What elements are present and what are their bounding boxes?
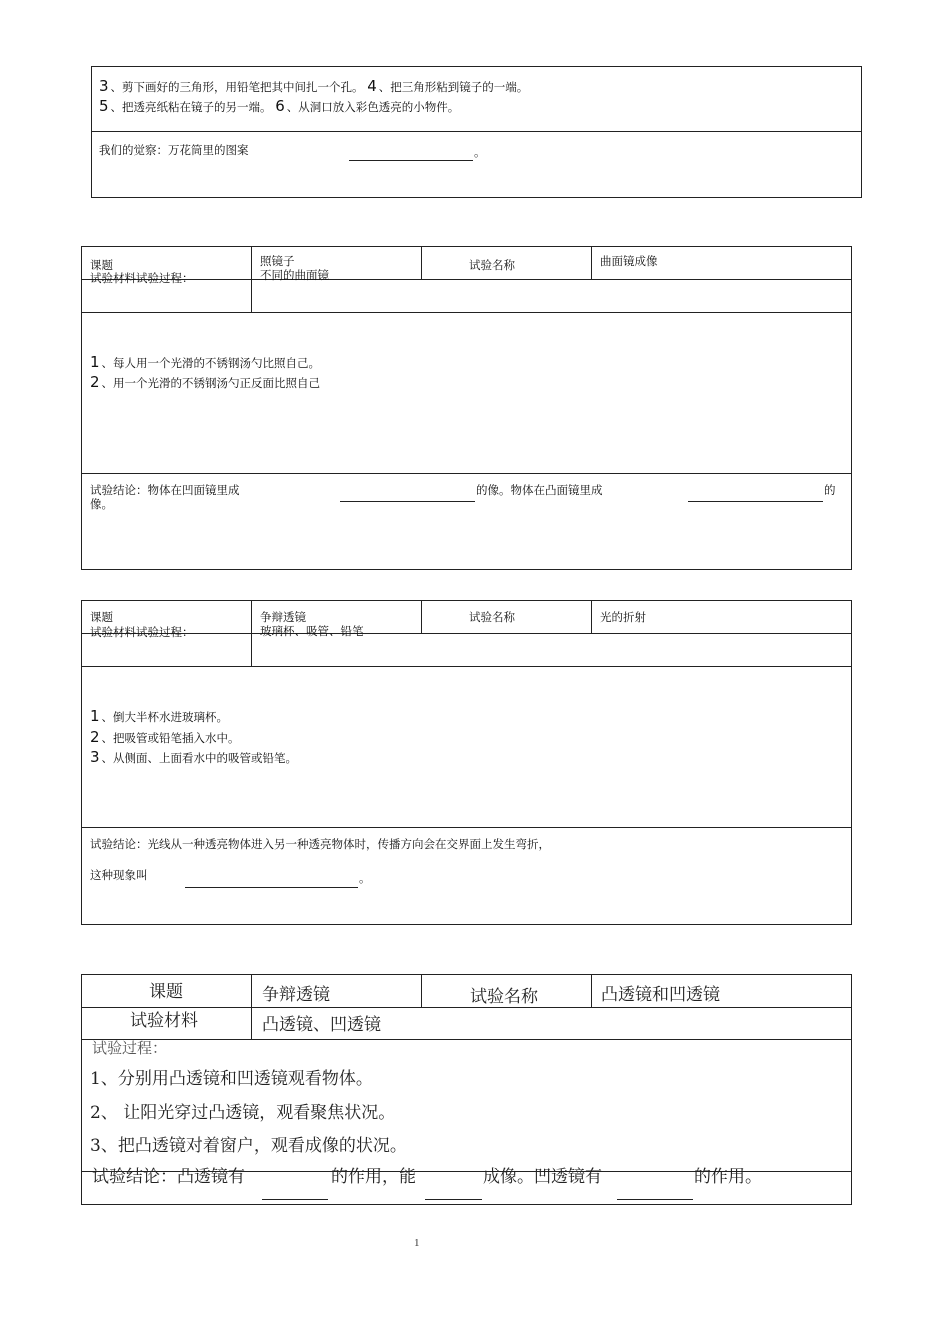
block4-materials-label: 试验材料 [130,1011,198,1031]
step-text: 、把透亮纸粘在镜子的另一端。 [110,100,272,114]
block4-conclusion-part3: 成像。凹透镜有 [483,1167,602,1187]
block3-exp-name-label: 试验名称 [469,610,515,624]
block2-col-divider [591,246,592,279]
block3-conclusion-end: 。 [359,871,371,885]
block2-exp-name-value: 曲面镜成像 [600,254,658,268]
block4-process-label: 试验过程： [92,1039,168,1057]
block3-col-divider [421,600,422,633]
step-number: 1 [90,707,100,725]
block4-blank-image[interactable] [425,1199,482,1200]
block4-conclusion-part2: 的作用，能 [331,1167,416,1187]
block4-topic-label: 课题 [149,982,183,1002]
step-text: 、剪下画好的三角形，用铅笔把其中间扎一个孔。 [110,80,364,94]
block2-conclusion-part3: 的 [824,483,836,497]
block3-row1-divider [81,633,852,634]
block4-exp-name-label: 试验名称 [470,987,538,1007]
page-number: 1 [414,1237,420,1249]
block3-exp-name-value: 光的折射 [600,610,646,624]
step-number: 2 [90,728,100,746]
step-text: 、从洞口放入彩色透亮的小物件。 [286,100,460,114]
step-text: 、每人用一个光滑的不锈钢汤勺比照自己。 [101,356,321,370]
block4-step: 3、把凸透镜对着窗户，观看成像的状况。 [90,1136,407,1156]
block2-blank-convex[interactable] [688,501,823,502]
block2-materials-value: 不同的曲面镜 [260,268,329,282]
step-text: 、把吸管或铅笔插入水中。 [101,731,240,745]
observation-label: 我们的觉察：万花筒里的图案 [99,143,249,157]
block3-blank-refraction[interactable] [185,887,358,888]
block2-row2-divider [81,312,852,313]
step-text: 、从侧面、上面看水中的吸管或铅笔。 [101,751,298,765]
block3-materials-process-label: 试验材料试验过程： [90,625,194,639]
step-number: 3 [99,77,109,95]
observation-end: 。 [474,145,486,159]
block3-materials-value: 玻璃杯、吸管、铅笔 [260,624,364,638]
observation-blank[interactable] [349,160,473,161]
block2-table [81,246,852,570]
block4-row1-divider [81,1007,852,1008]
block4-exp-name-value: 凸透镜和凹透镜 [601,985,720,1005]
block1-steps-line2 [99,99,459,114]
block2-conclusion-part2: 的像。物体在凸面镜里成 [476,483,603,497]
block4-topic-value: 争辩透镜 [262,985,330,1005]
block3-conclusion-divider [81,827,852,828]
block3-step [90,750,297,765]
step-number: 2 [90,373,100,391]
step-text: 、把三角形粘到镜子的一端。 [378,80,529,94]
block2-exp-name-label: 试验名称 [469,258,515,272]
block4-conclusion-part4: 的作用。 [694,1167,762,1187]
step-text: 、倒大半杯水进玻璃杯。 [101,710,229,724]
block2-conclusion-part1: 试验结论：物体在凹面镜里成 [90,483,240,497]
block4-blank-concave-effect[interactable] [617,1199,693,1200]
block3-topic-value: 争辩透镜 [260,610,306,624]
step-number: 3 [90,748,100,766]
block4-col-divider [591,974,592,1007]
block4-col-divider [251,974,252,1039]
block3-step [90,730,240,745]
step-number: 6 [275,97,285,115]
block3-conclusion-line1: 试验结论：光线从一种透亮物体进入另一种透亮物体时，传播方向会在交界面上发生弯折， [90,837,550,851]
block2-topic-label: 课题 [90,258,113,272]
block2-step [90,355,320,370]
block2-conclusion-divider [81,473,852,474]
step-number: 4 [367,77,377,95]
block3-row2-divider [81,666,852,667]
block3-col-divider [251,600,252,666]
block2-blank-concave[interactable] [340,501,475,502]
block4-step: 1、分别用凸透镜和凹透镜观看物体。 [90,1069,373,1089]
block3-step [90,709,228,724]
block2-topic-value: 照镜子 [260,254,295,268]
block2-row1-divider [81,279,852,280]
block4-step: 2、 让阳光穿过凸透镜，观看聚焦状况。 [90,1103,396,1123]
block4-col-divider [421,974,422,1007]
step-text: 、用一个光滑的不锈钢汤勺正反面比照自己 [101,376,321,390]
block2-materials-process-label: 试验材料试验过程： [90,271,194,285]
block3-topic-label: 课题 [90,610,113,624]
block4-blank-convex-effect[interactable] [262,1199,328,1200]
block4-materials-value: 凸透镜、凹透镜 [262,1015,381,1035]
block3-col-divider [591,600,592,633]
block2-step [90,375,320,390]
block1-divider [91,131,862,132]
block1-steps-line1 [99,79,528,94]
block4-conclusion-part1: 试验结论：凸透镜有 [92,1167,245,1187]
step-number: 5 [99,97,109,115]
block4-row2-divider [81,1039,852,1040]
block3-conclusion-line2: 这种现象叫 [90,868,148,882]
block2-col-divider [251,246,252,312]
block2-conclusion-part4: 像。 [90,497,113,511]
block2-col-divider [421,246,422,279]
step-number: 1 [90,353,100,371]
